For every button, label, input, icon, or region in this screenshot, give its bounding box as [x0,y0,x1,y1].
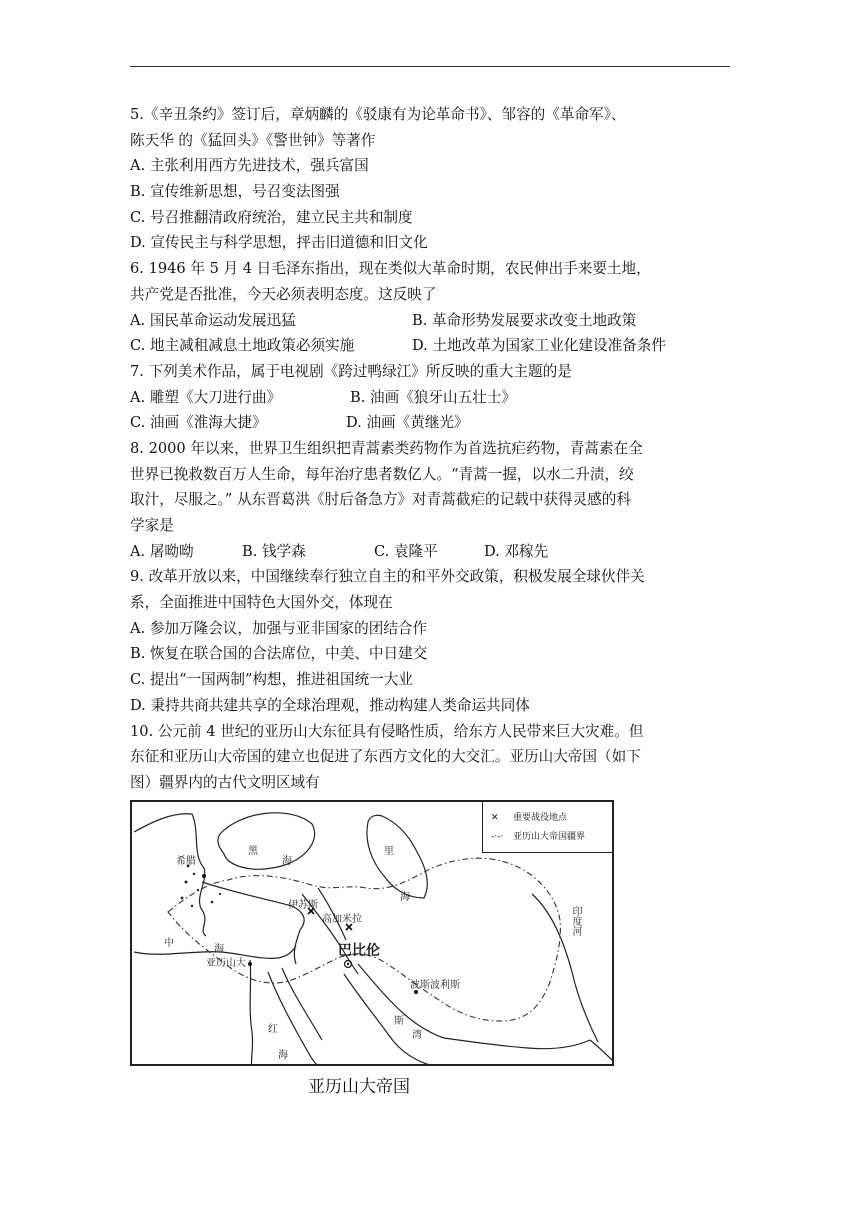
map-label-mediterranean: 海 [214,944,224,955]
option-a[interactable]: A. 主张利用西方先进技术，强兵富国 [130,157,369,175]
question-stem-line: 系，全面推进中国特色大国外交，体现在 [130,594,393,612]
option-c[interactable]: C. 地主减租减息土地政策必须实施 [130,337,355,355]
legend-row-boundary [491,829,585,842]
question-7 [130,359,732,436]
map-label-red-sea: 海 [278,1050,288,1061]
boundary-line-icon: -·-· [491,832,504,842]
question-stem-line: 学家是 [130,517,174,534]
map-label-black-sea: 海 [282,856,292,867]
alexander-empire-map [130,800,614,1066]
option-a[interactable]: A. 屠呦呦 [130,542,194,560]
question-8 [130,436,732,564]
legend-row-battle [491,810,567,823]
question-stem-line: 8. 2000 年以来，世界卫生组织把青蒿素类药物作为首选抗疟药物，青蒿素在全 [130,439,643,457]
option-a[interactable]: A. 雕塑《大刀进行曲》 [130,388,282,406]
option-d[interactable]: D. 油画《黄继光》 [346,414,469,432]
map-label-persian-gulf: 湾 [412,1030,422,1041]
option-d[interactable]: D. 宣传民主与科学思想，抨击旧道德和旧文化 [130,234,428,252]
option-b[interactable]: B. 油画《狼牙山五壮士》 [350,388,516,406]
question-stem-line: 图）疆界内的古代文明区域有 [130,773,320,791]
legend-label: 亚历山大帝国疆界 [513,832,586,842]
option-row [130,333,732,359]
question-5 [130,102,732,256]
option-b[interactable]: B. 钱学森 [242,542,306,560]
option-c[interactable]: C. 号召推翻清政府统治，建立民主共和制度 [130,208,413,226]
map-label-persepolis: 波斯波利斯 [410,980,460,991]
question-stem-line: 东征和亚历山大帝国的建立也促进了东西方文化的大交汇。亚历山大帝国（如下 [130,748,641,766]
map-label-issus: 伊苏斯 [288,900,318,911]
question-stem-line: 10. 公元前 4 世纪的亚历山大东征具有侵略性质，给东方人民带来巨大灾难。但 [130,722,644,740]
option-c[interactable]: C. 油画《淮海大捷》 [130,414,267,432]
map-label-greece: 希腊 [176,856,196,867]
question-stem-line: 7. 下列美术作品，属于电视剧《跨过鸭绿江》所反映的重大主题的是 [130,362,572,380]
question-stem-line: 6. 1946 年 5 月 4 日毛泽东指出，现在类似大革命时期，农民伸出手来要土地， [130,260,651,278]
option-d[interactable]: D. 秉持共商共建共享的全球治理观，推动构建人类命运共同体 [130,696,530,714]
option-row [130,308,732,334]
map-label-indus: 印度河 [570,906,581,936]
question-9 [130,564,732,718]
map-label-alexandria: 亚历山大 [206,958,246,969]
map-label-mediterranean: 中 [164,938,174,949]
option-b[interactable]: B. 革命形势发展要求改变土地政策 [412,311,637,329]
question-stem-line: 5.《辛丑条约》签订后，章炳麟的《驳康有为论革命书》、邹容的《革命军》、 [130,106,626,123]
option-a[interactable]: A. 国民革命运动发展迅猛 [130,311,296,329]
map-label-black-sea: 黑 [248,846,258,857]
question-stem-line: 陈天华 的《猛回头》《警世钟》等著作 [130,131,376,149]
header-rule [130,66,730,67]
question-stem-line: 取汁，尽服之。” 从东晋葛洪《肘后备急方》对青蒿截疟的记载中获得灵感的科 [130,491,631,509]
option-b[interactable]: B. 宣传维新思想，号召变法图强 [130,183,340,201]
map-label-babylon: 巴比伦 [338,943,380,959]
option-a[interactable]: A. 参加万隆会议，加强与亚非国家的团结合作 [130,619,428,637]
legend-label: 重要战役地点 [513,813,568,823]
question-stem-line: 9. 改革开放以来，中国继续奉行独立自主的和平外交政策，积极发展全球伙伴关 [130,568,645,586]
option-b[interactable]: B. 恢复在联合国的合法席位，中美、中日建交 [130,645,428,663]
question-6 [130,256,732,359]
map-label-caspian: 海 [400,892,410,903]
option-row [130,539,732,565]
map-legend [482,802,614,853]
option-d[interactable]: D. 邓稼先 [484,542,549,560]
map-label-red-sea: 红 [268,1024,278,1035]
map-label-caspian: 里 [384,846,394,857]
map-label-persian-gulf: 斯 [394,1016,404,1027]
option-row [130,410,732,436]
question-list [130,102,732,796]
option-c[interactable]: C. 袁隆平 [374,542,438,560]
option-row [130,385,732,411]
map-label-gaugamela: 高加米拉 [322,914,362,925]
map-caption: 亚历山大帝国 [308,1077,410,1097]
question-10 [130,719,732,796]
question-stem-line: 世界已挽救数百万人生命，每年治疗患者数亿人。“青蒿一握，以水二升渍，绞 [130,465,634,483]
option-d[interactable]: D. 土地改革为国家工业化建设准备条件 [412,337,666,355]
question-stem-line: 共产党是否批准，今天必须表明态度。这反映了 [130,285,437,303]
option-c[interactable]: C. 提出“一国两制”构想，推进祖国统一大业 [130,671,413,689]
battle-marker-icon: ✕ [491,813,499,823]
